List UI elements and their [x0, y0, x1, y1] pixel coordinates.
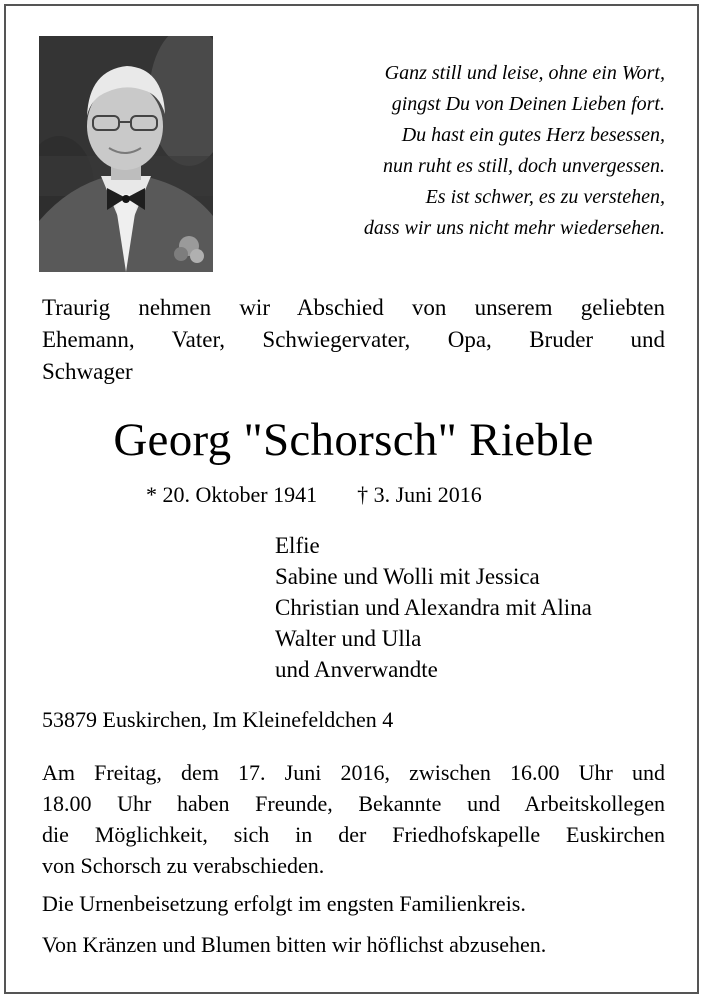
- poem-line: nun ruht es still, doch unvergessen.: [382, 155, 665, 177]
- poem-line: Ganz still und leise, ohne ein Wort,: [384, 62, 665, 84]
- portrait-photo: [39, 36, 213, 272]
- notice-line: von Schorsch zu verabschieden.: [42, 853, 325, 878]
- wreath-notice: Von Kränzen und Blumen bitten wir höflichst abzusehen.: [42, 932, 547, 957]
- deceased-name: Georg "Schorsch" Rieble: [113, 414, 594, 466]
- poem-line: Du hast ein gutes Herz besessen,: [401, 124, 665, 146]
- poem-line: gingst Du von Deinen Lieben fort.: [391, 93, 665, 115]
- intro-line: Traurig nehmen wir Abschied von unserem geliebten: [42, 295, 665, 320]
- mourner-line: Sabine und Wolli mit Jessica: [275, 564, 540, 589]
- mourners-list: [275, 530, 592, 685]
- poem-line: Es ist schwer, es zu verstehen,: [425, 186, 665, 208]
- death-date: † 3. Juni 2016: [357, 482, 482, 507]
- address: 53879 Euskirchen, Im Kleinefeldchen 4: [42, 707, 394, 732]
- mourner-line: Walter und Ulla: [275, 626, 422, 651]
- notice-line: 18.00 Uhr haben Freunde, Bekannte und Arbeitskollegen: [42, 791, 665, 816]
- urn-notice: Die Urnenbeisetzung erfolgt im engsten Familienkreis.: [42, 891, 526, 916]
- farewell-notice: [42, 757, 665, 881]
- intro-line: Ehemann, Vater, Schwiegervater, Opa, Bruder und: [42, 327, 665, 352]
- poem: [364, 58, 665, 244]
- intro-text: [42, 292, 665, 388]
- mourner-line: und Anverwandte: [275, 657, 438, 682]
- life-dates: [146, 480, 482, 510]
- mourner-line: Elfie: [275, 533, 320, 558]
- notice-line: Am Freitag, dem 17. Juni 2016, zwischen 16.00 Uhr und: [42, 760, 665, 785]
- birth-date: * 20. Oktober 1941: [146, 482, 318, 507]
- mourner-line: Christian und Alexandra mit Alina: [275, 595, 592, 620]
- intro-line: Schwager: [42, 359, 133, 384]
- notice-line: die Möglichkeit, sich in der Friedhofskapelle Euskirchen: [42, 822, 665, 847]
- poem-line: dass wir uns nicht mehr wiedersehen.: [363, 217, 665, 239]
